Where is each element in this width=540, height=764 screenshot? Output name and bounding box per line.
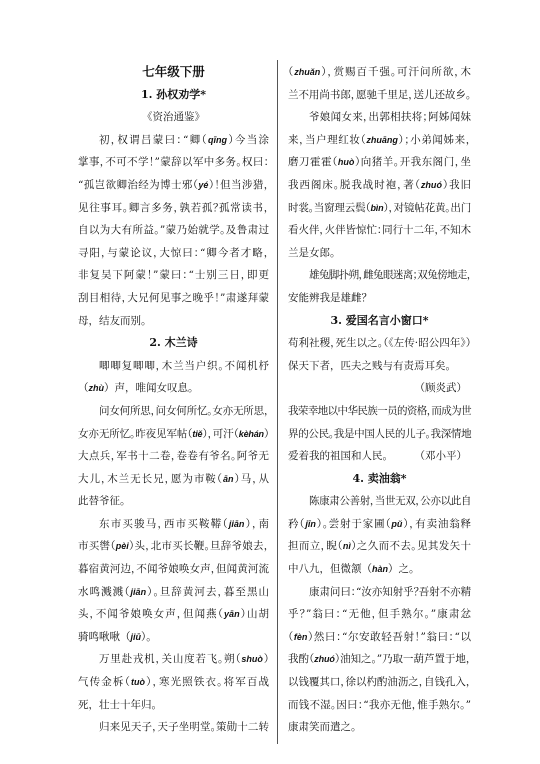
text-line: 大儿，木兰无长兄，愿为市鞍（ān）马，从 [78, 472, 269, 485]
text-line: 此替爷征。 [78, 495, 131, 508]
text-line: 寻阳，与蒙论议，大惊曰：“卿今者才略， [78, 246, 269, 259]
text-line: 归来见天子，天子坐明堂。策勋十二转 [99, 721, 269, 734]
text-line: 我荣幸地以中华民族一员的资格，而成为世 [288, 404, 471, 417]
quote-last-line [288, 445, 471, 468]
lesson-2-paragraph [78, 400, 269, 513]
text-line: 康肃问曰：“汝亦知射乎？吾射不亦精 [309, 585, 471, 598]
lesson-2-title: 2. 木兰诗 [149, 336, 198, 350]
text-line: 气传金柝（tuò），寒光照铁衣。将军百战 [78, 676, 270, 689]
pinyin: zhuó [314, 654, 335, 665]
text-line: 骑鸣啾啾（jiū）。 [78, 630, 157, 643]
text-line: 雄兔脚扑朔，雌兔眼迷离；双兔傍地走， [309, 269, 472, 282]
pinyin: zhù [88, 383, 105, 394]
text-line: 磨刀霍霍（huò）向猪羊。开我东阁门，坐 [288, 156, 472, 169]
text-line: “孤岂欲卿治经为博士邪（yé）！但当涉猎， [78, 178, 270, 191]
quote-block [288, 400, 471, 468]
pinyin: tiě [192, 428, 203, 439]
lesson-4-paragraph [288, 581, 471, 739]
right-column [288, 61, 471, 739]
text-line: （fèn）然曰：“尔安敢轻吾射！”翁曰：“以 [288, 630, 472, 643]
quote-author: （邓小平） [414, 450, 467, 463]
pinyin: pèi [115, 541, 129, 552]
lesson-4-paragraph [288, 490, 471, 580]
text-line: （zhù）声，唯闻女叹息。 [78, 382, 199, 395]
text-line: 矜（jīn）。尝射于家圃（pǔ），有卖油翁释 [288, 517, 472, 530]
lesson-2-paragraph-continued [288, 61, 471, 106]
text-line: 唧唧复唧唧，木兰当户织。不闻机杼 [99, 359, 269, 372]
pinyin: nì [342, 541, 351, 552]
pinyin: shuò [241, 654, 263, 665]
text-line: 水鸣溅溅（jiān）。旦辞黄河去，暮至黑山 [78, 585, 270, 598]
text-line: （zhuǎn），赏赐百千强。可汗问所欲，木 [288, 66, 472, 78]
text-line: 兰是女郎。 [288, 246, 341, 259]
lesson-2-paragraph [78, 648, 269, 716]
pinyin: jiū [130, 631, 142, 642]
text-line: 安能辨我是雄雌？ [288, 291, 372, 304]
text-line: 我西阁床。脱我战时袍，著（zhuó）我旧 [288, 178, 472, 191]
pinyin: hàn [372, 564, 389, 575]
lesson-3-title: 3. 爱国名言小窗口* [330, 313, 429, 327]
quote-author: （顾炎武） [414, 382, 467, 395]
text-line: 问女何所思，问女何所忆。女亦无所思， [99, 404, 269, 417]
text-line: 掌事，不可不学！”蒙辞以军中多务。权曰： [78, 156, 269, 169]
lesson-2-paragraph [78, 513, 269, 649]
text-line: 界的公民。我是中国人民的儿子。我深情地 [288, 427, 472, 440]
pinyin: zhuǎn [294, 67, 321, 77]
text-line: 非复吴下阿蒙！”蒙曰：“士别三日，即更 [78, 269, 269, 282]
pinyin: tuò [130, 677, 146, 688]
text-line: 东市买骏马，西市买鞍鞯（jiān），南 [99, 517, 269, 530]
text-line: 刮目相待，大兄何见事之晚乎！”肃遂拜蒙 [78, 291, 269, 304]
lesson-2-paragraph [288, 106, 471, 264]
pinyin: kèhán [238, 428, 264, 439]
text-line: 时裳。当窗理云鬓（bìn），对镜帖花黄。出门 [288, 201, 472, 214]
lesson-2-paragraph [288, 264, 471, 309]
pinyin: huò [337, 157, 355, 168]
text-line: 以钱覆其口，徐以杓酌油沥之，自钱孔入， [288, 676, 471, 689]
text-line: 爱着我的祖国和人民。 [288, 450, 393, 463]
page-title: 七年级下册 [142, 64, 205, 79]
text-line: 担而立，睨（nì）之久而不去。见其发矢十 [288, 540, 471, 553]
lesson-4-title: 4. 卖油翁* [352, 471, 407, 485]
text-line: 看火伴，火伴皆惊忙：同行十二年，不知木 [288, 224, 471, 237]
lesson-2-paragraph [78, 716, 269, 739]
quote-block [288, 332, 471, 400]
pinyin: bìn [370, 202, 384, 213]
pinyin: ān [223, 473, 234, 484]
text-line: 中八九，但微颔（hàn）之。 [288, 563, 420, 576]
text-line: 来，当户理红妆（zhuāng）；小弟闻姊来， [288, 133, 471, 146]
text-line: 乎？”翁曰：“无他，但手熟尔。”康肃忿 [288, 608, 471, 621]
text-line: 头，不闻爷娘唤女声，但闻燕（yān）山胡 [78, 608, 270, 621]
pinyin: jiān [228, 518, 245, 529]
pinyin: zhuāng [366, 134, 398, 145]
text-line: 女亦无所忆。昨夜见军帖（tiě），可汗（kèhán） [78, 427, 269, 440]
text-line: 万里赴戎机，关山度若飞。朔（shuò） [99, 653, 269, 666]
lesson-1-source: 《资治通鉴》 [142, 111, 205, 124]
column-divider [277, 60, 278, 744]
text-line: 见往事耳。卿言多务，孰若孤？孤常读书， [78, 201, 269, 214]
pinyin: jiān [130, 586, 147, 597]
text-line: 市买辔（pèi）头，北市买长鞭。旦辞爷娘去， [78, 540, 270, 553]
pinyin: zhuó [420, 179, 442, 190]
pinyin: fèn [293, 631, 308, 642]
text-line: 暮宿黄河边，不闻爷娘唤女声，但闻黄河流 [78, 563, 269, 576]
pinyin: pǔ [391, 518, 403, 529]
pinyin: yé [198, 179, 209, 190]
lesson-2-paragraph [78, 355, 269, 400]
text-line: 我酌（zhuó）油知之。”乃取一葫芦置于地， [288, 653, 471, 666]
lesson-1-paragraph [78, 129, 269, 332]
text-line: 大点兵，军书十二卷，卷卷有爷名。阿爷无 [78, 450, 269, 463]
text-line: 母，结友而别。 [78, 314, 152, 327]
text-line: 兰不用尚书郎，愿驰千里足，送儿还故乡。 [288, 88, 471, 101]
text-line: 保天下者，匹夫之贱与有责焉耳矣。 [288, 359, 456, 372]
text-line: 爷娘闻女来，出郭相扶将；阿姊闻妹 [309, 111, 471, 124]
left-column [78, 61, 269, 739]
text-line: 陈康肃公善射，当世无双，公亦以此自 [309, 495, 471, 508]
text-line: 死，壮士十年归。 [78, 698, 162, 711]
lesson-1-title: 1. 孙权劝学* [140, 87, 207, 101]
text-line: 苟利社稷，死生以之。（《左传·昭公四年》） [288, 337, 471, 350]
text-line: 康肃笑而遣之。 [288, 721, 362, 734]
pinyin: jīn [305, 518, 316, 529]
pinyin: yān [224, 609, 240, 620]
text-line: 而钱不湿。因曰：“我亦无他，惟手熟尔。” [288, 698, 471, 711]
text-line: 自以为大有所益。”蒙乃始就学。及鲁肃过 [78, 224, 269, 237]
pinyin: qīng [208, 134, 228, 145]
text-line: 初，权谓吕蒙曰：“卿（qīng）今当涂 [99, 133, 270, 146]
